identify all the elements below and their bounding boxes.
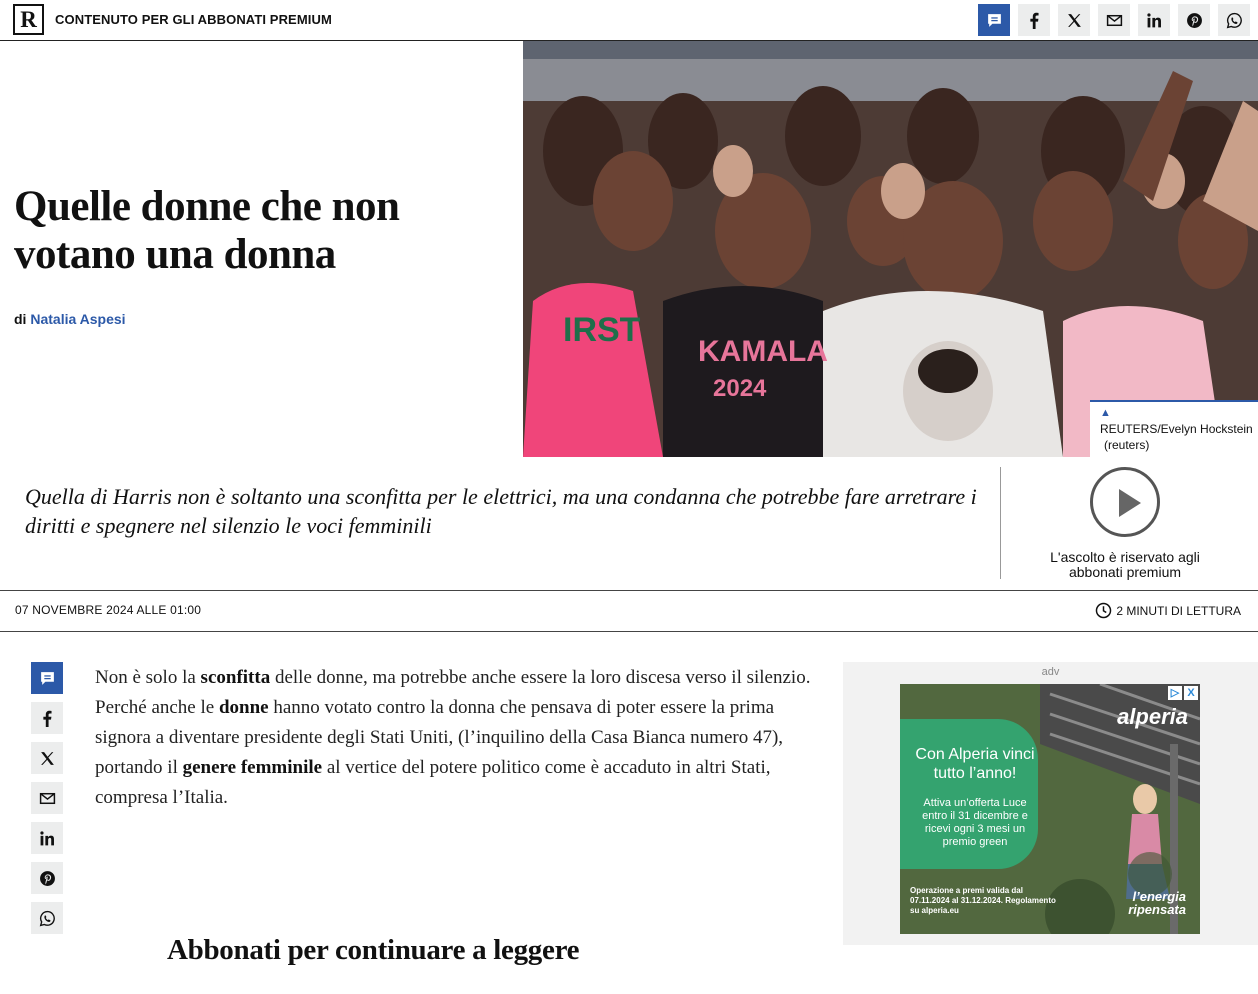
- paywall-title: Abbonati per continuare a leggere: [167, 934, 580, 966]
- svg-text:2024: 2024: [713, 375, 767, 402]
- share-bar-top: [978, 4, 1250, 36]
- ad-offer-card: [900, 719, 1038, 869]
- advertisement-slot: [843, 662, 1258, 945]
- reading-time: [1095, 602, 1241, 619]
- comment-icon: [986, 12, 1003, 29]
- divider-top: [0, 590, 1258, 591]
- bold-term: donne: [218, 697, 269, 718]
- mail-share-button[interactable]: [1098, 4, 1130, 36]
- facebook-icon: [1026, 12, 1043, 29]
- svg-text:KAMALA: KAMALA: [698, 335, 828, 368]
- linkedin-share-button[interactable]: [1138, 4, 1170, 36]
- x-icon: [1066, 12, 1083, 29]
- listen-premium-note: L'ascolto è riservato agli abbonati premium: [1050, 549, 1200, 580]
- mail-icon: [1106, 12, 1123, 29]
- top-bar: [0, 0, 1258, 41]
- play-icon: [1119, 489, 1141, 517]
- x-share-button[interactable]: [1058, 4, 1090, 36]
- ad-fine-print: Operazione a premi valida dal 07.11.2024 al 31.12.2024. Regolamento su alperia.eu: [910, 886, 1056, 915]
- divider-bottom: [0, 631, 1258, 632]
- mail-icon: [39, 790, 56, 807]
- svg-text:IRST: IRST: [563, 311, 641, 349]
- pinterest-share-button-side[interactable]: [31, 862, 63, 894]
- whatsapp-share-button[interactable]: [1218, 4, 1250, 36]
- vertical-divider: [1000, 467, 1001, 579]
- whatsapp-icon: [39, 910, 56, 927]
- mail-share-button-side[interactable]: [31, 782, 63, 814]
- bold-term: sconfitta: [200, 667, 271, 688]
- clock-icon: [1095, 602, 1112, 619]
- publish-date: 07 NOVEMBRE 2024 ALLE 01:00: [15, 603, 202, 617]
- premium-label: CONTENUTO PER GLI ABBONATI PREMIUM: [55, 12, 332, 27]
- reading-time-label: 2 MINUTI DI LETTURA: [1116, 603, 1241, 618]
- comment-button[interactable]: [978, 4, 1010, 36]
- facebook-share-button-side[interactable]: [31, 702, 63, 734]
- caption-toggle-icon[interactable]: ▲: [1100, 407, 1111, 419]
- crowd-photo-illustration: [523, 41, 1258, 457]
- ad-close-icon[interactable]: X: [1184, 686, 1198, 700]
- x-icon: [39, 750, 56, 767]
- pinterest-icon: [1186, 12, 1203, 29]
- adchoices-icon[interactable]: ▷: [1168, 686, 1182, 700]
- comment-icon: [39, 670, 56, 687]
- repubblica-logo[interactable]: R: [13, 4, 44, 35]
- article-headline: Quelle donne che non votano una donna: [14, 183, 400, 278]
- ad-choices[interactable]: [1168, 686, 1198, 700]
- pinterest-share-button[interactable]: [1178, 4, 1210, 36]
- article-body-paragraph: Non è solo la sconfitta delle donne, ma potrebbe anche essere la loro discesa verso il silenzio. Perché anche le donne hanno votato contro la donna che pensava di poter essere la prima signora a diventare presidente degli Stati Uniti, (l’inquilino della Casa Bianca numero 47), portando il genere femminile al vertice del potere politico come è accaduto in altri Stati, compresa l’Italia.: [95, 667, 811, 808]
- x-share-button-side[interactable]: [31, 742, 63, 774]
- bold-term: genere femminile: [182, 757, 323, 778]
- share-bar-side: [31, 662, 63, 934]
- ad-headline: Con Alperia vinci tutto l’anno!: [915, 746, 1035, 782]
- ad-slogan: l’energia ripensata: [1128, 889, 1186, 917]
- byline: [14, 311, 126, 327]
- ad-offer-text: Attiva un’offerta Luce entro il 31 dicembre e ricevi ogni 3 mesi un premio green: [922, 797, 1028, 848]
- article-subheadline: Quella di Harris non è soltanto una sconfitta per le elettrici, ma una condanna che potrebbe fare arretrare i diritti e spegnere nel silenzio le voci femminili: [25, 484, 977, 538]
- whatsapp-share-button-side[interactable]: [31, 902, 63, 934]
- facebook-icon: [39, 710, 56, 727]
- pinterest-icon: [39, 870, 56, 887]
- hero-photo[interactable]: [523, 41, 1258, 457]
- linkedin-share-button-side[interactable]: [31, 822, 63, 854]
- photo-credit-source: REUTERS/Evelyn Hockstein: [1100, 422, 1253, 436]
- audio-play-button[interactable]: [1090, 467, 1160, 537]
- byline-prefix: di: [14, 311, 27, 327]
- linkedin-icon: [39, 830, 56, 847]
- ad-brand-logo: alperia: [1117, 704, 1188, 729]
- comment-button-side[interactable]: [31, 662, 63, 694]
- facebook-share-button[interactable]: [1018, 4, 1050, 36]
- author-link[interactable]: Natalia Aspesi: [30, 311, 126, 327]
- photo-credit-agency: (reuters): [1104, 438, 1150, 452]
- photo-credit: [1090, 400, 1258, 457]
- alperia-banner[interactable]: [900, 684, 1200, 934]
- whatsapp-icon: [1226, 12, 1243, 29]
- ad-label: adv: [1041, 666, 1060, 678]
- linkedin-icon: [1146, 12, 1163, 29]
